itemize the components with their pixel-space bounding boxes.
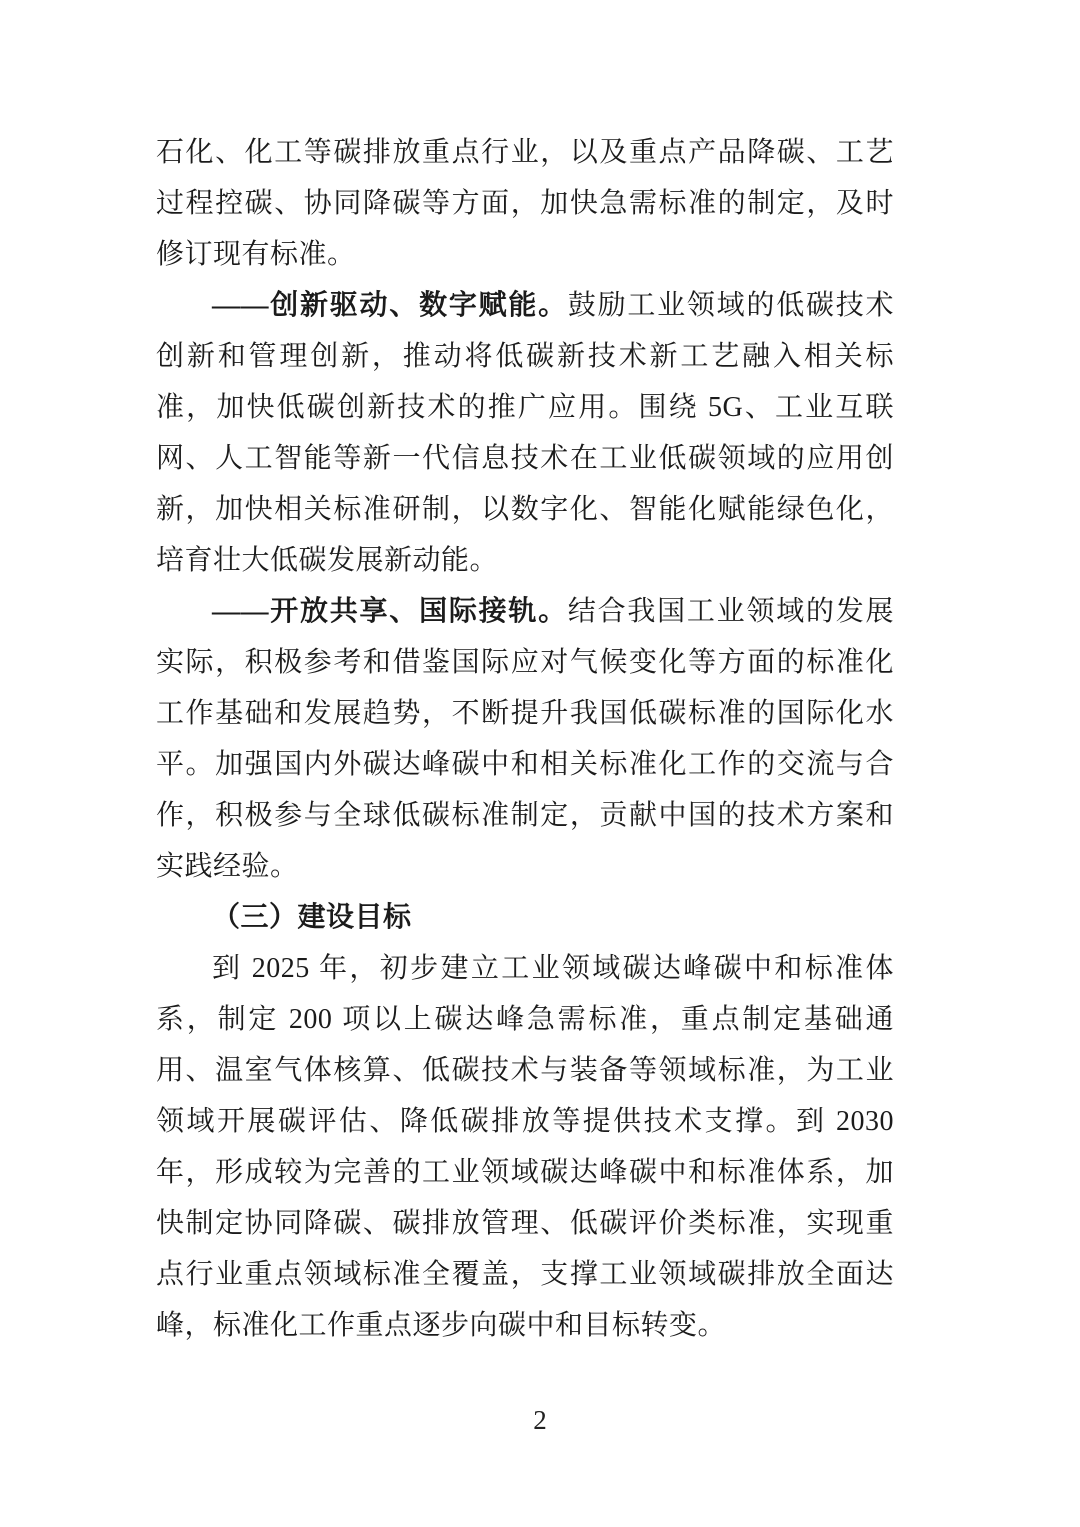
paragraph-3-segment-0: （三）建设目标 <box>212 902 412 933</box>
paragraph-0-segment-0: 石化、化工等碳排放重点行业，以及重点产品降碳、工艺过程控碳、协同降碳等方面，加快急需标准的制定，及时修订现有标准。 <box>156 137 894 270</box>
paragraph-body-2 <box>156 586 894 892</box>
paragraph-heading-3 <box>156 892 894 943</box>
paragraph-continuation-0 <box>156 127 894 280</box>
paragraph-4-segment-0: 到 2025 年，初步建立工业领域碳达峰碳中和标准体系，制定 200 项以上碳达峰急需标准，重点制定基础通用、温室气体核算、低碳技术与装备等领域标准，为工业领域开展碳评估、降低碳排放等提供技术支撑。到 2030 年，形成较为完善的工业领域碳达峰碳中和标准体系，加快制定协同降碳、碳排放管理、低碳评价类标准，实现重点行业重点领域标准全覆盖，支撑工业领域碳排放全面达峰，标准化工作重点逐步向碳中和目标转变。 <box>156 953 894 1341</box>
paragraph-body-4 <box>156 943 894 1351</box>
paragraph-2-segment-0: ——开放共享、国际接轨。 <box>212 596 568 627</box>
page-number: 2 <box>533 1405 547 1435</box>
document-body <box>156 127 894 1351</box>
paragraph-body-1 <box>156 280 894 586</box>
paragraph-2-segment-1: 结合我国工业领域的发展实际，积极参考和借鉴国际应对气候变化等方面的标准化工作基础和发展趋势，不断提升我国低碳标准的国际化水平。加强国内外碳达峰碳中和相关标准化工作的交流与合作，积极参与全球低碳标准制定，贡献中国的技术方案和实践经验。 <box>156 596 894 882</box>
paragraph-1-segment-1: 鼓励工业领域的低碳技术创新和管理创新，推动将低碳新技术新工艺融入相关标准，加快低碳创新技术的推广应用。围绕 5G、工业互联网、人工智能等新一代信息技术在工业低碳领域的应用创新，加快相关标准研制，以数字化、智能化赋能绿色化，培育壮大低碳发展新动能。 <box>156 290 894 576</box>
paragraph-1-segment-0: ——创新驱动、数字赋能。 <box>212 290 568 321</box>
